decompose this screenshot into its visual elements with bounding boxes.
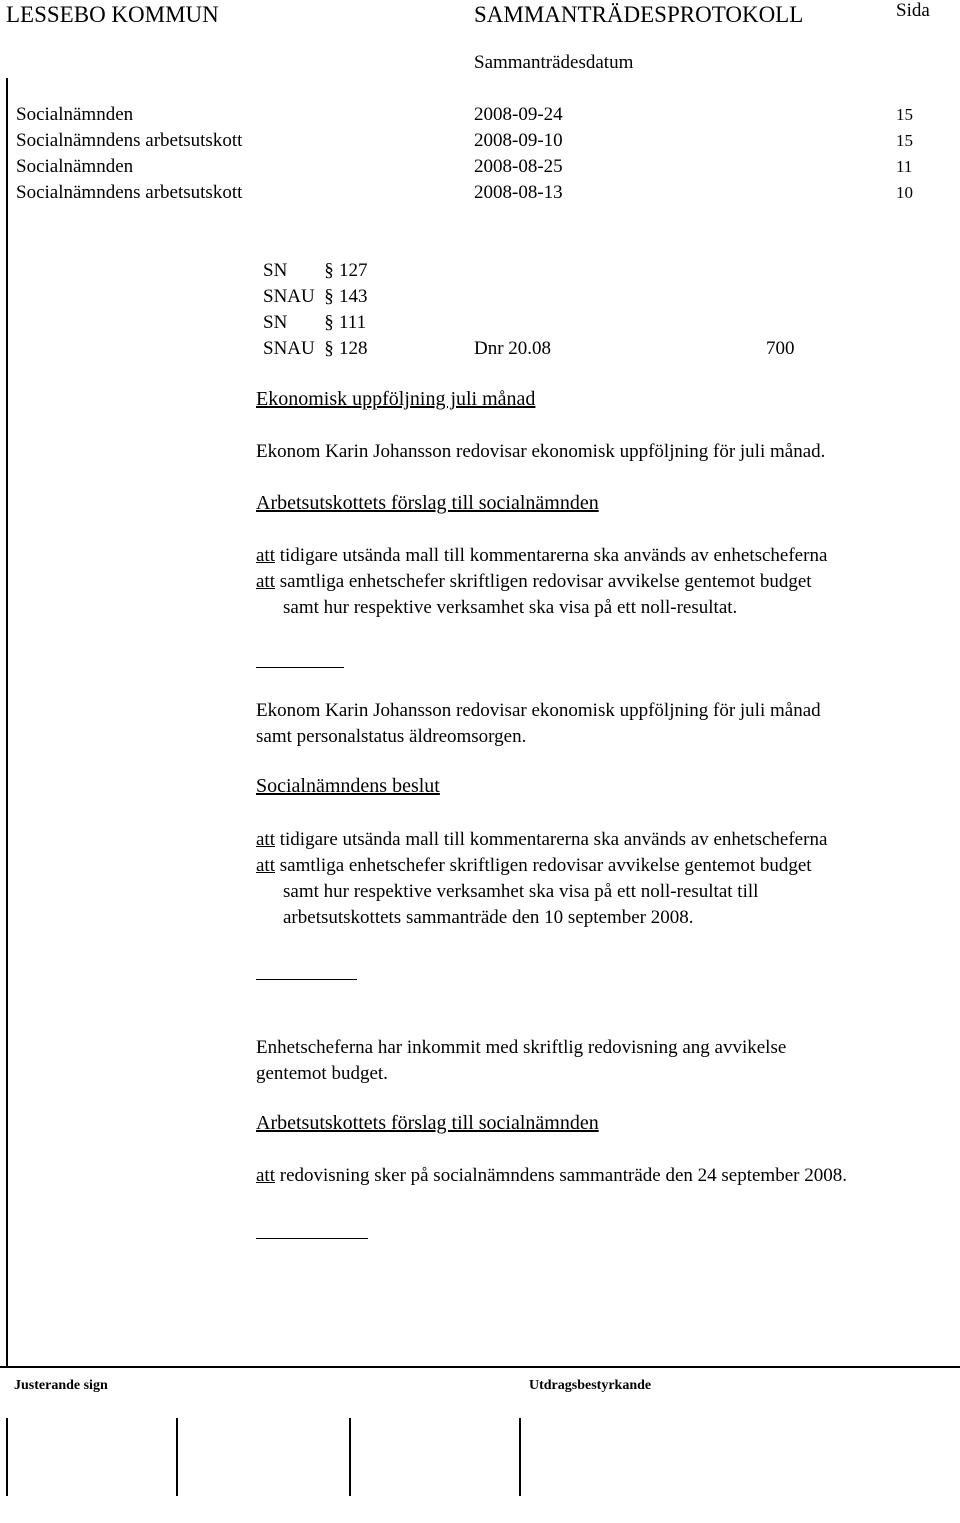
att-label: att: [256, 829, 275, 850]
signature-divider: [519, 1418, 521, 1496]
left-margin-rule: [6, 78, 8, 1368]
proposal-item: [256, 569, 827, 595]
report-line: samt personalstatus äldreomsorgen.: [256, 726, 527, 747]
paragraph-body: SN: [263, 260, 288, 281]
case-title: Ekonomisk uppföljning juli månad: [256, 388, 536, 410]
decision-item: [256, 853, 827, 879]
paragraph-ref: [263, 258, 368, 284]
section-symbol: §: [324, 286, 334, 307]
meeting-date: 2008-08-13: [474, 182, 563, 203]
paragraph-body: SN: [263, 312, 288, 333]
decision-list: [256, 827, 827, 931]
att-label: att: [256, 1165, 275, 1186]
date-label: Sammanträdesdatum: [474, 52, 634, 73]
org-name: LESSEBO KOMMUN: [6, 2, 219, 27]
signature-divider: [349, 1418, 351, 1496]
section-heading: Socialnämndens beslut: [256, 775, 440, 797]
meeting-date: 2008-09-24: [474, 104, 563, 125]
paragraph-number: 143: [339, 286, 368, 307]
section-symbol: §: [324, 260, 334, 281]
paragraph-body: SNAU: [263, 338, 315, 359]
paragraph-number: 127: [339, 260, 368, 281]
meeting-page: 15: [896, 131, 913, 150]
item-text: samtliga enhetschefer skriftligen redovisar avvikelse gentemot budget: [279, 855, 812, 876]
separator: [256, 1238, 368, 1239]
paragraph-number: 128: [339, 338, 368, 359]
report-line: Enhetscheferna har inkommit med skriftlig redovisning ang avvikelse: [256, 1037, 787, 1058]
meeting-row: [16, 128, 946, 154]
item-continuation: arbetsutskottets sammanträde den 10 september 2008.: [283, 907, 694, 928]
att-label: att: [256, 545, 275, 566]
footer-rule: [0, 1366, 960, 1368]
section-heading: Arbetsutskottets förslag till socialnämnden: [256, 492, 599, 514]
proposal-list: [256, 543, 827, 621]
justerande-sign-label: Justerande sign: [14, 1378, 108, 1393]
meeting-row: [16, 180, 946, 206]
meeting-row: [16, 102, 946, 128]
proposal-item: [256, 1163, 847, 1189]
meeting-body: Socialnämndens arbetsutskott: [16, 182, 243, 203]
meeting-date: 2008-08-25: [474, 156, 563, 177]
meeting-page: 11: [896, 157, 913, 176]
item-text: samtliga enhetschefer skriftligen redovisar avvikelse gentemot budget: [279, 571, 812, 592]
paragraph-ref: [263, 310, 368, 336]
paragraph-refs: [263, 258, 368, 362]
meeting-date: 2008-09-10: [474, 130, 563, 151]
report-text: [256, 698, 821, 750]
meeting-body: Socialnämnden: [16, 156, 134, 177]
meetings-table: [16, 102, 946, 206]
paragraph-number: 111: [339, 312, 367, 333]
dnr: Dnr 20.08: [474, 338, 552, 359]
separator: [256, 667, 344, 668]
item-text: redovisning sker på socialnämndens sammanträde den 24 september 2008.: [279, 1165, 847, 1186]
report-line: Ekonom Karin Johansson redovisar ekonomisk uppföljning för juli månad: [256, 700, 821, 721]
utdragsbestyrkande-label: Utdragsbestyrkande: [529, 1378, 652, 1393]
item-text: tidigare utsända mall till kommentarerna ska används av enhetscheferna: [279, 829, 828, 850]
intro-text: Ekonom Karin Johansson redovisar ekonomisk uppföljning för juli månad.: [256, 441, 826, 462]
att-label: att: [256, 571, 275, 592]
signature-divider: [6, 1418, 8, 1496]
separator: [256, 979, 357, 980]
section-heading: Arbetsutskottets förslag till socialnämnden: [256, 1112, 599, 1134]
document-type: SAMMANTRÄDESPROTOKOLL: [474, 2, 804, 27]
meeting-body: Socialnämnden: [16, 104, 134, 125]
item-text: tidigare utsända mall till kommentarerna ska används av enhetscheferna: [279, 545, 828, 566]
paragraph-ref: [263, 336, 368, 362]
meeting-row: [16, 154, 946, 180]
paragraph-ref: [263, 284, 368, 310]
proposal-list: [256, 1163, 847, 1189]
report-line: gentemot budget.: [256, 1063, 388, 1084]
dnr-code: 700: [766, 338, 795, 359]
item-continuation: samt hur respektive verksamhet ska visa på ett noll-resultat.: [283, 597, 738, 618]
decision-item: [256, 827, 827, 853]
header-rule: [0, 77, 960, 78]
att-label: att: [256, 855, 275, 876]
paragraph-body: SNAU: [263, 286, 315, 307]
section-symbol: §: [324, 338, 334, 359]
page-label: Sida: [896, 0, 930, 21]
section-symbol: §: [324, 312, 334, 333]
proposal-item: [256, 543, 827, 569]
signature-divider: [176, 1418, 178, 1496]
meeting-body: Socialnämndens arbetsutskott: [16, 130, 243, 151]
meeting-page: 10: [896, 183, 913, 202]
meeting-page: 15: [896, 105, 913, 124]
report-text: [256, 1035, 786, 1087]
item-continuation: samt hur respektive verksamhet ska visa på ett noll-resultat till: [283, 881, 759, 902]
